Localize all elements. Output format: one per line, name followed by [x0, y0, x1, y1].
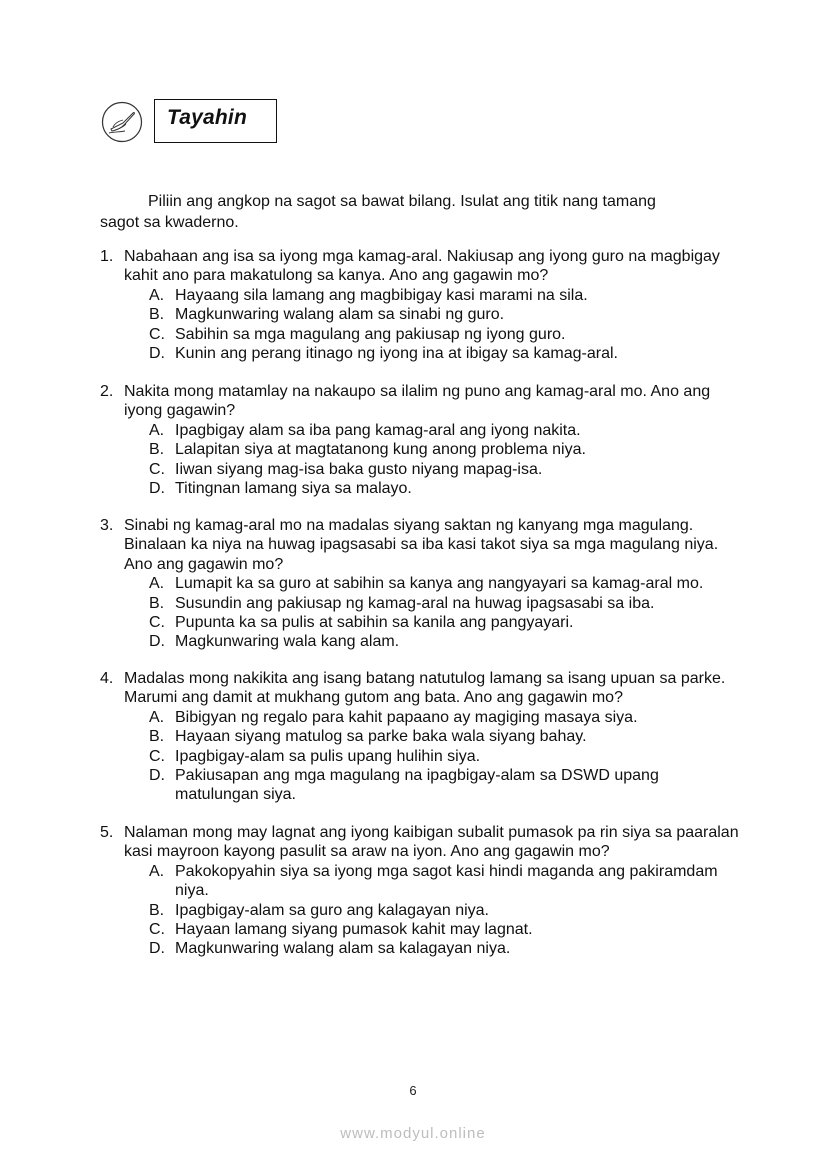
choice-text: Susundin ang pakiusap ng kamag-aral na huwag ipagsasabi sa iba.: [175, 594, 655, 612]
choice-text: Iiwan siyang mag-isa baka gusto niyang mapag-isa.: [175, 460, 543, 478]
choice-text: Magkunwaring walang alam sa sinabi ng guro.: [175, 306, 505, 324]
choice-letter: B.: [149, 594, 165, 612]
choice-list: [149, 862, 740, 959]
question-stem: Nakita mong matamlay na nakaupo sa ilalim ng puno ang kamag-aral mo. Ano ang iyong gagawin?: [124, 383, 711, 420]
choice-a: [149, 862, 740, 901]
choice-text: Sabihin sa mga magulang ang pakiusap ng iyong guro.: [175, 325, 566, 343]
choice-letter: D.: [149, 480, 165, 498]
choice-text: Titingnan lamang siya sa malayo.: [175, 480, 412, 498]
choice-text: Kunin ang perang itinago ng iyong ina at ibigay sa kamag-aral.: [175, 345, 618, 363]
choice-letter: A.: [149, 575, 165, 593]
question-number: 5.: [100, 824, 114, 841]
choice-letter: D.: [149, 940, 165, 958]
question-stem: Madalas mong nakikita ang isang batang natutulog lamang sa isang upuan sa parke. Marumi ang damit at mukhang gutom ang bata. Ano ang gagawin mo?: [124, 670, 726, 707]
question-number: 4.: [100, 670, 114, 687]
choice-c: [149, 325, 740, 344]
choice-letter: C.: [149, 747, 165, 765]
question-number: 1.: [100, 248, 114, 265]
choice-letter: B.: [149, 441, 165, 459]
choice-b: [149, 440, 740, 459]
instructions-line-1: Piliin ang angkop na sagot sa bawat bilang. Isulat ang titik nang tamang: [148, 193, 656, 210]
choice-letter: C.: [149, 460, 165, 478]
choice-c: [149, 920, 740, 939]
question-2: [100, 382, 740, 498]
choice-letter: A.: [149, 862, 165, 880]
question-4: [100, 669, 740, 805]
choice-letter: C.: [149, 614, 165, 632]
choice-a: [149, 286, 740, 305]
choice-letter: D.: [149, 767, 165, 785]
choice-list: [149, 574, 740, 652]
choice-text: Ipagbigay-alam sa pulis upang hulihin siya.: [175, 747, 481, 765]
choice-text: Ipagbigay-alam sa guro ang kalagayan niya.: [175, 901, 489, 919]
choice-list: [149, 286, 740, 364]
choice-letter: A.: [149, 286, 165, 304]
choice-text: Ipagbigay alam sa iba pang kamag-aral ang iyong nakita.: [175, 421, 581, 439]
choice-letter: B.: [149, 306, 165, 324]
section-title-box: [154, 99, 277, 143]
choice-letter: A.: [149, 421, 165, 439]
watermark: www.modyul.online: [340, 1125, 486, 1142]
choice-letter: C.: [149, 921, 165, 939]
choice-text: Lalapitan siya at magtatanong kung anong problema niya.: [175, 441, 586, 459]
choice-text: Hayaan lamang siyang pumasok kahit may lagnat.: [175, 921, 533, 939]
choice-text: Pupunta ka sa pulis at sabihin sa kanila ang pangyayari.: [175, 614, 574, 632]
choice-d: [149, 939, 740, 958]
choice-letter: B.: [149, 728, 165, 746]
section-title: Tayahin: [167, 106, 247, 129]
question-number: 3.: [100, 517, 114, 534]
choice-c: [149, 460, 740, 479]
choice-b: [149, 727, 740, 746]
writing-hand-icon: [101, 101, 143, 143]
choice-b: [149, 305, 740, 324]
choice-c: [149, 747, 740, 766]
page-number: 6: [409, 1083, 417, 1098]
choice-letter: A.: [149, 708, 165, 726]
choice-text: Lumapit ka sa guro at sabihin sa kanya ang nangyayari sa kamag-aral mo.: [175, 575, 704, 593]
choice-letter: D.: [149, 633, 165, 651]
choice-d: [149, 344, 740, 363]
choice-text: Hayaan siyang matulog sa parke baka wala siyang bahay.: [175, 728, 587, 746]
question-stem: Nalaman mong may lagnat ang iyong kaibigan subalit pumasok pa rin siya sa paaralan kasi mayroon kayong pasulit sa araw na iyon. Ano ang gagawin mo?: [124, 824, 739, 861]
choice-d: [149, 766, 740, 805]
choice-letter: B.: [149, 901, 165, 919]
choice-text: Magkunwaring walang alam sa kalagayan niya.: [175, 940, 511, 958]
choice-b: [149, 594, 740, 613]
choice-a: [149, 421, 740, 440]
question-stem: Sinabi ng kamag-aral mo na madalas siyang saktan ng kanyang mga magulang. Binalaan ka niya na huwag ipagsasabi sa iba kasi takot siya sa mga magulang niya. Ano ang gagawin mo?: [124, 517, 719, 573]
choice-text: Bibigyan ng regalo para kahit papaano ay magiging masaya siya.: [175, 708, 638, 726]
question-1: [100, 247, 740, 363]
choice-text: Hayaang sila lamang ang magbibigay kasi marami na sila.: [175, 286, 588, 304]
choice-list: [149, 421, 740, 499]
choice-b: [149, 901, 740, 920]
choice-a: [149, 574, 740, 593]
question-5: [100, 823, 740, 959]
instructions-line-2: sagot sa kwaderno.: [100, 214, 239, 231]
choice-text: Pakokopyahin siya sa iyong mga sagot kasi hindi maganda ang pakiramdam niya.: [175, 862, 718, 900]
choice-d: [149, 632, 740, 651]
choice-a: [149, 708, 740, 727]
question-stem: Nabahaan ang isa sa iyong mga kamag-aral. Nakiusap ang iyong guro na magbigay kahit ano para makatulong sa kanya. Ano ang gagawin mo?: [124, 248, 720, 285]
choice-letter: D.: [149, 345, 165, 363]
instructions: [100, 191, 720, 233]
choice-text: Pakiusapan ang mga magulang na ipagbigay-alam sa DSWD upang matulungan siya.: [175, 767, 659, 804]
choice-list: [149, 708, 740, 805]
choice-letter: C.: [149, 325, 165, 343]
choice-d: [149, 479, 740, 498]
question-3: [100, 516, 740, 652]
choice-c: [149, 613, 740, 632]
choice-text: Magkunwaring wala kang alam.: [175, 633, 400, 651]
question-number: 2.: [100, 383, 114, 400]
